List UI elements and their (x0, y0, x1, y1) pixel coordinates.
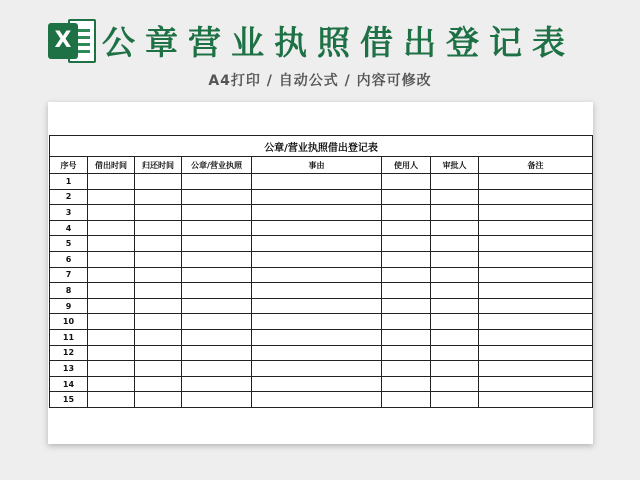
table-cell[interactable] (135, 189, 182, 205)
table-cell[interactable] (382, 314, 431, 330)
table-cell[interactable] (182, 267, 252, 283)
table-cell[interactable] (182, 189, 252, 205)
table-cell[interactable] (135, 329, 182, 345)
table-cell[interactable] (479, 376, 593, 392)
column-header: 审批人 (431, 157, 479, 174)
table-cell[interactable] (182, 376, 252, 392)
column-header: 借出时间 (88, 157, 135, 174)
table-row (50, 283, 593, 299)
table-cell[interactable] (431, 329, 479, 345)
row-number-cell: 15 (50, 392, 88, 408)
table-cell[interactable] (252, 376, 382, 392)
table-cell[interactable] (431, 361, 479, 377)
table-cell[interactable] (479, 205, 593, 221)
table-cell[interactable] (382, 189, 431, 205)
row-number-cell: 7 (50, 267, 88, 283)
table-cell[interactable] (431, 267, 479, 283)
table-cell[interactable] (382, 251, 431, 267)
table-cell[interactable] (431, 376, 479, 392)
table-cell[interactable] (135, 361, 182, 377)
table-cell[interactable] (88, 298, 135, 314)
table-row (50, 392, 593, 408)
table-cell[interactable] (182, 361, 252, 377)
excel-logo-icon (48, 19, 98, 63)
table-cell[interactable] (479, 236, 593, 252)
table-cell[interactable] (431, 283, 479, 299)
row-number-cell: 12 (50, 345, 88, 361)
table-cell[interactable] (182, 392, 252, 408)
table-cell[interactable] (182, 205, 252, 221)
table-cell[interactable] (135, 376, 182, 392)
table-cell[interactable] (382, 361, 431, 377)
table-cell[interactable] (135, 236, 182, 252)
table-row (50, 314, 593, 330)
table-cell[interactable] (431, 205, 479, 221)
table-cell[interactable] (382, 283, 431, 299)
document-paper (48, 102, 593, 444)
table-cell[interactable] (431, 236, 479, 252)
table-cell[interactable] (182, 220, 252, 236)
table-title: 公章/营业执照借出登记表 (50, 136, 593, 157)
table-cell[interactable] (135, 267, 182, 283)
table-cell[interactable] (88, 314, 135, 330)
table-cell[interactable] (88, 345, 135, 361)
table-cell[interactable] (431, 251, 479, 267)
column-header: 事由 (252, 157, 382, 174)
table-cell[interactable] (252, 345, 382, 361)
table-row (50, 376, 593, 392)
table-cell[interactable] (252, 220, 382, 236)
header-row (50, 157, 593, 174)
table-cell[interactable] (252, 174, 382, 190)
table-cell[interactable] (135, 392, 182, 408)
table-cell[interactable] (88, 189, 135, 205)
table-row (50, 345, 593, 361)
table-cell[interactable] (135, 220, 182, 236)
table-cell[interactable] (135, 298, 182, 314)
table-cell[interactable] (252, 205, 382, 221)
row-number-cell: 9 (50, 298, 88, 314)
table-cell[interactable] (382, 392, 431, 408)
row-number-cell: 5 (50, 236, 88, 252)
table-cell[interactable] (382, 174, 431, 190)
table-cell[interactable] (252, 392, 382, 408)
row-number-cell: 3 (50, 205, 88, 221)
table-row (50, 267, 593, 283)
table-cell[interactable] (479, 267, 593, 283)
table-cell[interactable] (182, 345, 252, 361)
table-cell[interactable] (88, 220, 135, 236)
table-cell[interactable] (135, 314, 182, 330)
table-cell[interactable] (479, 361, 593, 377)
row-number-cell: 6 (50, 251, 88, 267)
column-header: 公章/营业执照 (182, 157, 252, 174)
table-cell[interactable] (431, 189, 479, 205)
table-cell[interactable] (252, 361, 382, 377)
table-cell[interactable] (88, 376, 135, 392)
table-cell[interactable] (431, 298, 479, 314)
table-cell[interactable] (252, 298, 382, 314)
table-cell[interactable] (182, 298, 252, 314)
table-cell[interactable] (88, 392, 135, 408)
page-title: 公章营业执照借出登记表 (102, 23, 575, 62)
table-row (50, 220, 593, 236)
row-number-cell: 11 (50, 329, 88, 345)
table-cell[interactable] (252, 251, 382, 267)
table-cell[interactable] (382, 205, 431, 221)
table-row (50, 251, 593, 267)
column-header: 使用人 (382, 157, 431, 174)
table-cell[interactable] (479, 298, 593, 314)
table-row (50, 236, 593, 252)
register-table (49, 135, 593, 408)
table-cell[interactable] (88, 236, 135, 252)
table-cell[interactable] (382, 236, 431, 252)
table-row (50, 205, 593, 221)
table-cell[interactable] (252, 267, 382, 283)
table-cell[interactable] (479, 345, 593, 361)
table-cell[interactable] (182, 314, 252, 330)
column-header: 归还时间 (135, 157, 182, 174)
table-cell[interactable] (479, 220, 593, 236)
table-cell[interactable] (382, 298, 431, 314)
column-header: 备注 (479, 157, 593, 174)
page-subtitle: A4打印 / 自动公式 / 内容可修改 (208, 73, 432, 89)
table-cell[interactable] (252, 329, 382, 345)
table-cell[interactable] (479, 251, 593, 267)
table-row (50, 174, 593, 190)
table-cell[interactable] (382, 329, 431, 345)
table-cell[interactable] (88, 283, 135, 299)
table-cell[interactable] (182, 283, 252, 299)
table-cell[interactable] (252, 236, 382, 252)
table-cell[interactable] (252, 283, 382, 299)
table-cell[interactable] (88, 329, 135, 345)
table-cell[interactable] (88, 251, 135, 267)
row-number-cell: 8 (50, 283, 88, 299)
header-banner (0, 0, 640, 100)
table-cell[interactable] (135, 251, 182, 267)
row-number-cell: 14 (50, 376, 88, 392)
table-cell[interactable] (431, 345, 479, 361)
table-cell[interactable] (135, 345, 182, 361)
table-cell[interactable] (135, 205, 182, 221)
table-cell[interactable] (135, 174, 182, 190)
table-row (50, 189, 593, 205)
table-cell[interactable] (479, 174, 593, 190)
table-cell[interactable] (182, 174, 252, 190)
table-cell[interactable] (479, 314, 593, 330)
table-cell[interactable] (382, 376, 431, 392)
column-header: 序号 (50, 157, 88, 174)
table-row (50, 361, 593, 377)
table-cell[interactable] (382, 267, 431, 283)
row-number-cell: 4 (50, 220, 88, 236)
table-cell[interactable] (182, 329, 252, 345)
table-cell[interactable] (135, 283, 182, 299)
table-cell[interactable] (252, 314, 382, 330)
row-number-cell: 13 (50, 361, 88, 377)
table-cell[interactable] (88, 267, 135, 283)
table-cell[interactable] (431, 392, 479, 408)
table-cell[interactable] (252, 189, 382, 205)
table-cell[interactable] (479, 189, 593, 205)
table-cell[interactable] (479, 283, 593, 299)
table-cell[interactable] (431, 314, 479, 330)
row-number-cell: 10 (50, 314, 88, 330)
table-cell[interactable] (88, 205, 135, 221)
row-number-cell: 1 (50, 174, 88, 190)
table-cell[interactable] (182, 236, 252, 252)
table-cell[interactable] (431, 220, 479, 236)
table-row (50, 298, 593, 314)
table-cell[interactable] (479, 329, 593, 345)
table-cell[interactable] (88, 361, 135, 377)
table-cell[interactable] (382, 220, 431, 236)
excel-logo-letter: X (48, 23, 78, 59)
table-cell[interactable] (182, 251, 252, 267)
table-cell[interactable] (431, 174, 479, 190)
row-number-cell: 2 (50, 189, 88, 205)
table-row (50, 329, 593, 345)
table-cell[interactable] (382, 345, 431, 361)
table-cell[interactable] (479, 392, 593, 408)
table-cell[interactable] (88, 174, 135, 190)
